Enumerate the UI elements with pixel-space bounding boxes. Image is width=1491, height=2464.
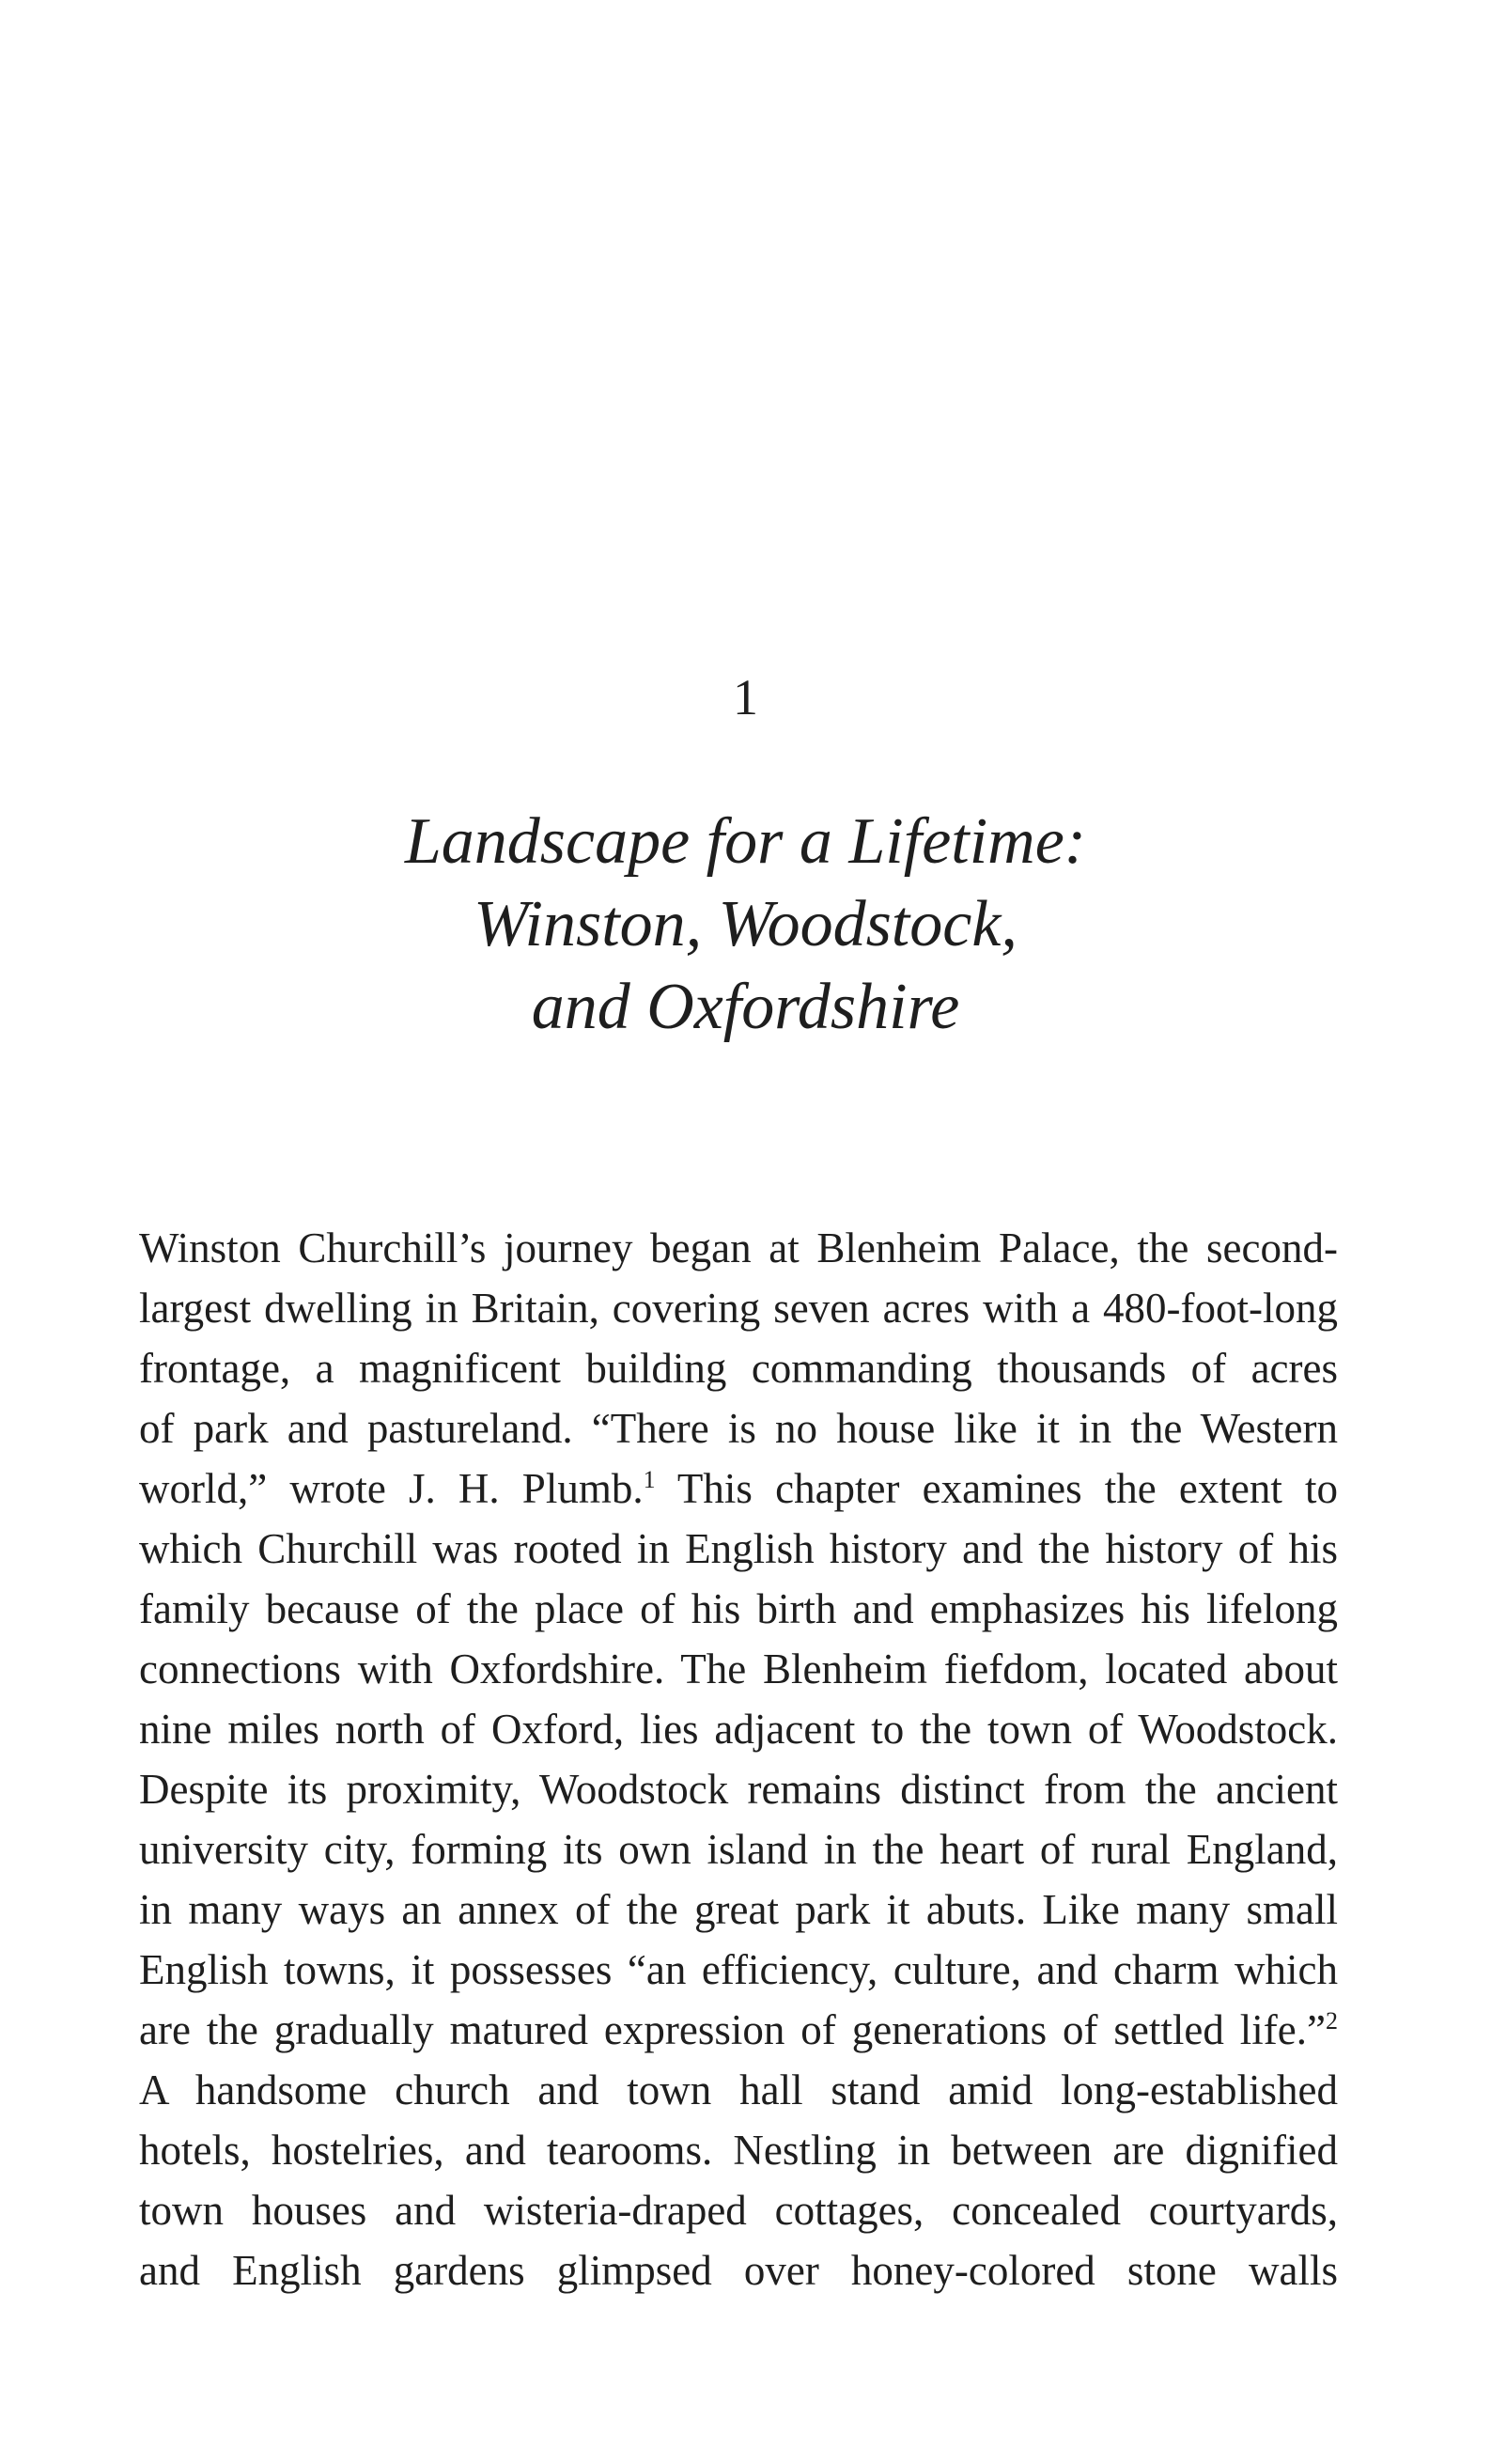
text-line: Despite its proximity, Woodstock remains distinct from the ancient: [139, 1766, 1338, 1813]
chapter-title: [0, 801, 1491, 1049]
text-line: university city, forming its own island in the heart of rural England,: [139, 1826, 1338, 1873]
chapter-title-line: and Oxfordshire: [531, 971, 960, 1043]
text-line: connections with Oxfordshire. The Blenheim fiefdom, located about: [139, 1645, 1338, 1692]
text-line: nine miles north of Oxford, lies adjacent to the town of Woodstock.: [139, 1706, 1338, 1753]
body-paragraph: [139, 1218, 1338, 2300]
text-line: which Churchill was rooted in English history and the history of his: [139, 1525, 1338, 1572]
text-line: frontage, a magnificent building commanding thousands of acres: [139, 1345, 1338, 1392]
text-line: Winston Churchill’s journey began at Blenheim Palace, the second-: [139, 1224, 1338, 1271]
chapter-number: 1: [733, 669, 758, 725]
text-segment: This chapter examines the extent to: [655, 1465, 1338, 1512]
text-line: and English gardens glimpsed over honey-colored stone walls: [139, 2247, 1338, 2294]
text-line: English towns, it possesses “an efficiency, culture, and charm which: [139, 1946, 1338, 1993]
text-line: in many ways an annex of the great park it abuts. Like many small: [139, 1886, 1338, 1933]
text-line: [139, 2000, 1338, 2060]
chapter-title-line: Winston, Woodstock,: [474, 888, 1017, 960]
text-line: hotels, hostelries, and tearooms. Nestling in between are dignified: [139, 2127, 1338, 2174]
text-line: of park and pastureland. “There is no house like it in the Western: [139, 1405, 1338, 1452]
footnote-marker-1: 1: [643, 1466, 656, 1493]
chapter-title-line: Landscape for a Lifetime:: [404, 805, 1087, 878]
footnote-marker-2: 2: [1326, 2007, 1338, 2035]
text-line: largest dwelling in Britain, covering seven acres with a 480-foot-long: [139, 1285, 1338, 1332]
text-line: family because of the place of his birth and emphasizes his lifelong: [139, 1585, 1338, 1632]
text-segment: world,” wrote J. H. Plumb.: [139, 1465, 644, 1512]
text-line: town houses and wisteria-draped cottages, concealed courtyards,: [139, 2187, 1338, 2234]
text-line: [139, 1458, 1338, 1519]
text-line: A handsome church and town hall stand amid long-established: [139, 2066, 1338, 2113]
text-segment: are the gradually matured expression of generations of settled life.”: [139, 2006, 1326, 2053]
